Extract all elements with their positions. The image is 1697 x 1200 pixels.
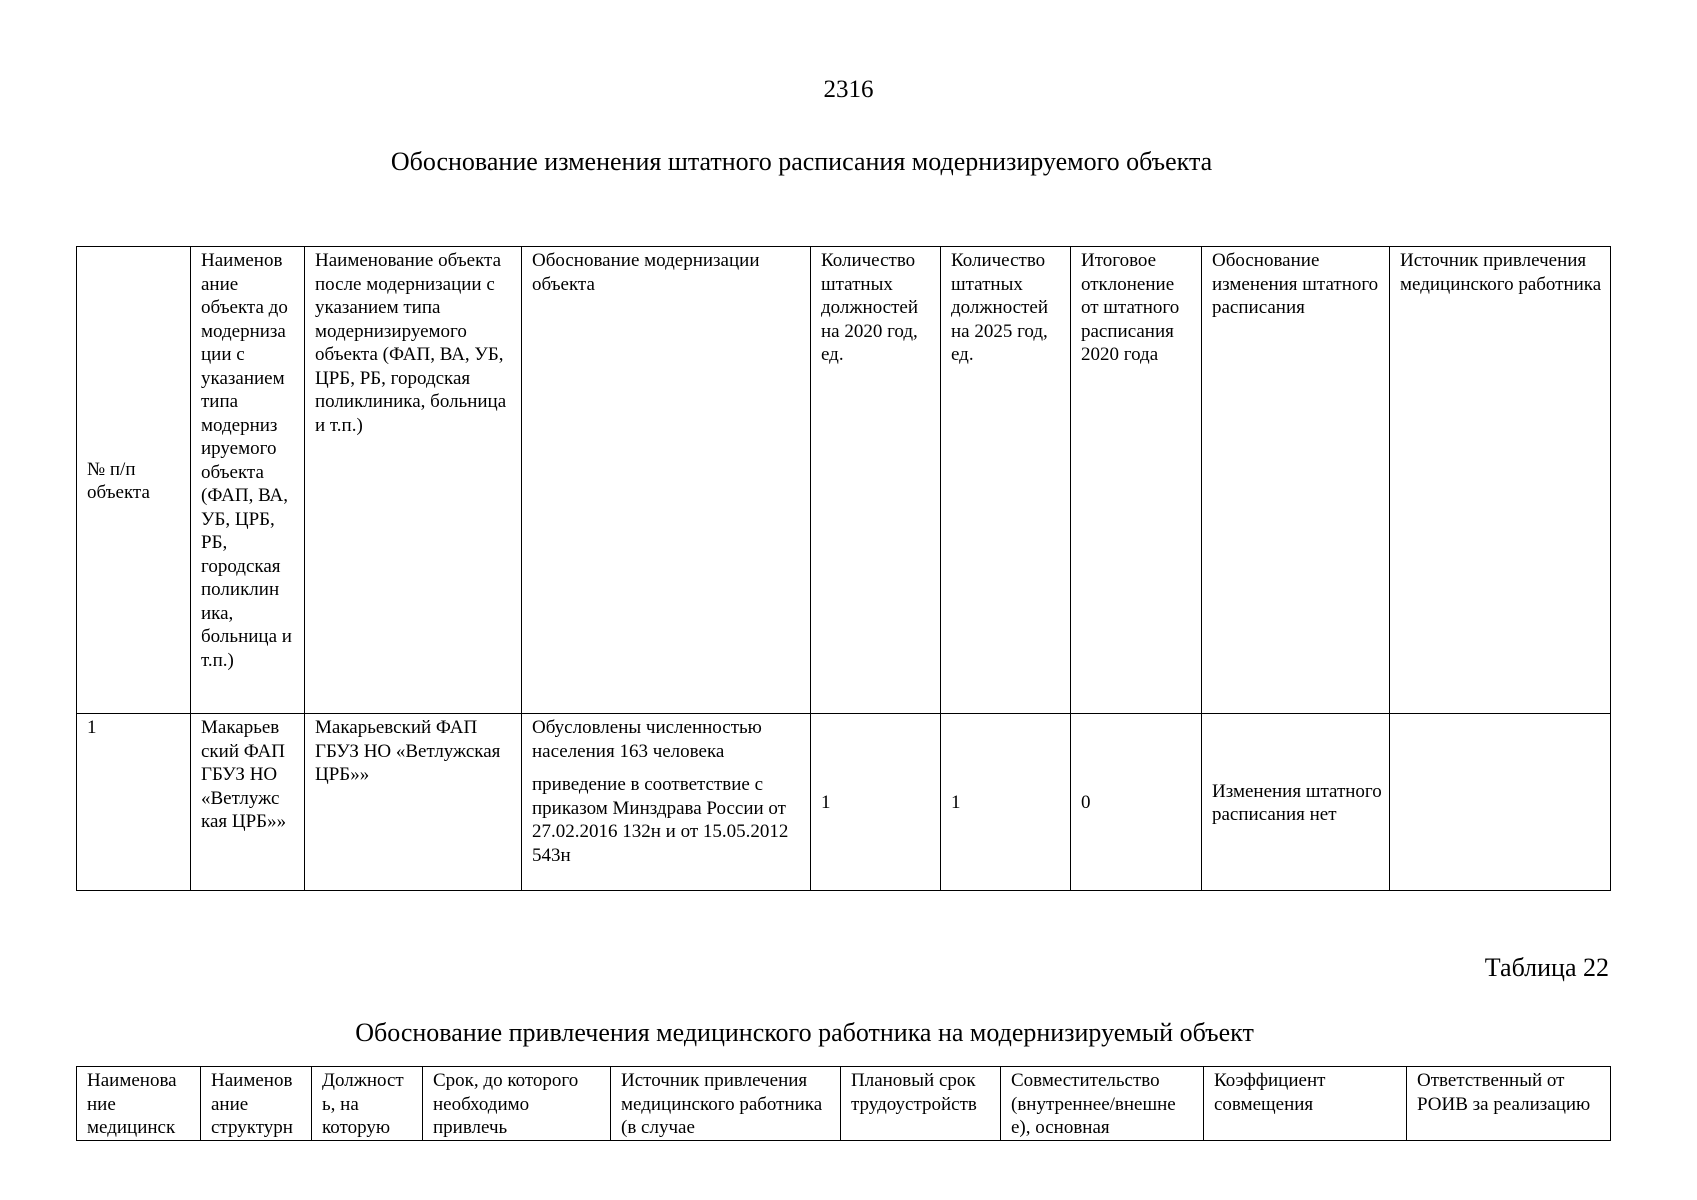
header-cell-position: Должност ь, на которую [312,1067,423,1141]
header-cell-combination-type: Совместительство (внутреннее/внешне е), основная [1001,1067,1204,1141]
header-cell-staff-2025: Количество штатных должностей на 2025 год, ед. [941,247,1071,714]
table-title-staffing: Обоснование изменения штатного расписания модернизируемого объекта [390,147,1213,176]
header-cell-staff-2020: Количество штатных должностей на 2020 год, ед. [811,247,941,714]
cell-number: 1 [77,714,191,891]
header-cell-number: № п/п объекта [77,247,191,714]
page-number: 2316 [823,76,874,103]
recruitment-table [76,1066,1611,1141]
cell-name-before: Макарьев ский ФАП ГБУЗ НО «Ветлужс кая ЦРБ»» [191,714,305,891]
cell-justification [522,714,811,891]
header-cell-source: Источник привлечения медицинского работника [1390,247,1611,714]
table-row [77,714,1611,891]
table-header-row [77,1067,1611,1141]
header-cell-source: Источник привлечения медицинского работника (в случае [611,1067,841,1141]
table-title-recruitment: Обоснование привлечения медицинского работника на модернизируемый объект [355,1018,1254,1047]
cell-change-reason: Изменения штатного расписания нет [1202,714,1390,891]
table-header-row [77,247,1611,714]
header-cell-employment-date: Плановый срок трудоустройств [841,1067,1001,1141]
cell-staff-2020: 1 [811,714,941,891]
justification-text-2: приведение в соответствие с приказом Минздрава России от 27.02.2016 132н и от 15.05.2012 543н [532,774,789,866]
header-cell-organization: Наименова ние медицинск [77,1067,201,1141]
header-cell-name-before: Наименов ание объекта до модерниза ции с указанием типа модерниз ируемого объекта (ФАП, ВА, УБ, ЦРБ, РБ, городская поликлин ика, больница и т.п.) [191,247,305,714]
header-cell-justification: Обоснование модернизации объекта [522,247,811,714]
justification-text-1: Обусловлены численностью населения 163 человека [532,717,762,762]
table-label: Таблица 22 [1484,953,1609,982]
header-cell-change-reason: Обоснование изменения штатного расписания [1202,247,1390,714]
cell-name-after: Макарьевский ФАП ГБУЗ НО «Ветлужская ЦРБ»» [305,714,522,891]
header-cell-deadline: Срок, до которого необходимо привлечь [423,1067,611,1141]
header-cell-name-after: Наименование объекта после модернизации с указанием типа модернизируемого объекта (ФАП, ВА, УБ, ЦРБ, РБ, городская поликлиника, больница и т.п.) [305,247,522,714]
cell-deviation: 0 [1071,714,1202,891]
header-cell-responsible: Ответственный от РОИВ за реализацию [1407,1067,1611,1141]
header-cell-deviation: Итоговое отклонение от штатного расписания 2020 года [1071,247,1202,714]
cell-staff-2025: 1 [941,714,1071,891]
header-cell-department: Наименов ание структурн [201,1067,312,1141]
staffing-table [76,246,1611,891]
header-cell-combination-coefficient: Коэффициент совмещения [1204,1067,1407,1141]
cell-source [1390,714,1611,891]
